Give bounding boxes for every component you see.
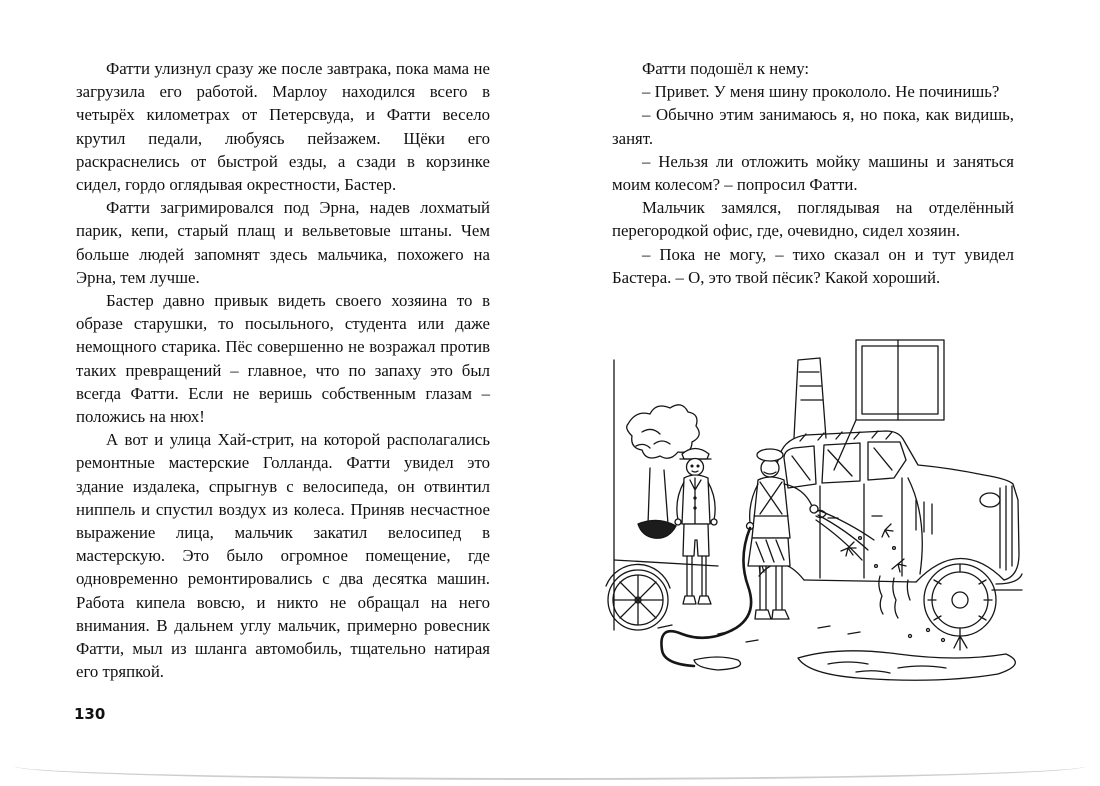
paragraph: Фатти подошёл к нему: [642,59,810,78]
watching-boy-head [687,459,704,476]
paragraph: Фатти улизнул сразу же после завтрака, пока мама не загрузила его работой. Марлоу находился всего в четырёх километрах от Петерсвуда, и Фатти весело крутил педали, любуясь пейзажем. Щёки его раскраснелись от быстрой езды, а сзади в корзинке сидел, гордо оглядывая окрестности, Бастер. [76,59,490,195]
page-bottom-edge [14,766,1086,780]
tree-trunk [648,468,668,524]
headlight [980,493,1000,507]
watching-boy-jacket [682,475,710,524]
watching-boy-boots [683,596,711,604]
paragraph: А вот и улица Хай-стрит, на которой располагались ремонтные мастерские Голланда. Фатти увидел это здание издалека, спрыгнув с велосипеда, он отвинтил ниппель и спустил воздух из колеса. Приняв несчастное выражение лица, мальчик закатил велосипед в мастерскую. Это было огромное помещение, где одновременно ремонтировались с два десятка машин. Работа кипела вовсю, и никто не обращал на него внимания. В дальнем углу мальчик, примерно ровесник Фатти, мыл из шланга автомобиль, тщательно натирая его тряпкой. [76,430,490,682]
flat-cap [682,449,709,460]
washing-boy-shorts [748,538,790,566]
paragraph: – Привет. У меня шину прокололо. Не починишь? [642,82,1000,102]
grill [1000,486,1012,570]
water-jet [816,510,874,560]
paragraph: Бастер давно привык видеть своего хозяина то в образе старушки, то посыльного, студента или даже немощного старика. Пёс совершенно не возражал против таких превращений – главное, что по запаху это был всегда Фатти. Если не веришь собственным глазам – положись на нюх! [76,291,490,427]
chimney [794,358,826,438]
puddles [694,629,1015,681]
washing-boy-boots [755,610,789,619]
paragraph: – Нельзя ли отложить мойку машины и заняться моим колесом? – попросил Фатти. [612,151,1014,195]
car-body [756,431,1019,580]
paragraph: – Пока не могу, – тихо сказал он и тут увидел Бастера. – О, это твой пёсик? Какой хороший. [612,244,1014,287]
car-middle-window [822,443,860,483]
watching-boy [675,449,717,605]
front-bumper [992,574,1022,590]
garage-board [856,340,944,420]
washing-boy-torso [752,477,790,538]
beret [757,449,783,461]
paragraph: Фатти загримировался под Эрна, надев лохматый парик, кепи, старый плащ и вельветовые штаны. Чем больше людей запомнят здесь мальчика, похожего на Эрна, тем лучше. [76,198,490,287]
paragraph: – Обычно этим занимаюсь я, но пока, как видишь, занят. [612,105,1014,148]
left-page-text [76,57,490,683]
watching-boy-shorts [683,524,709,556]
paragraph: Мальчик замялся, поглядывая на отделённый перегородкой офис, где, очевидно, сидел хозяин. [612,198,1014,241]
page-number: 130 [74,705,106,723]
right-page-text [612,57,1014,289]
car-washing-illustration [598,328,1034,700]
ground-hatches [658,625,860,642]
